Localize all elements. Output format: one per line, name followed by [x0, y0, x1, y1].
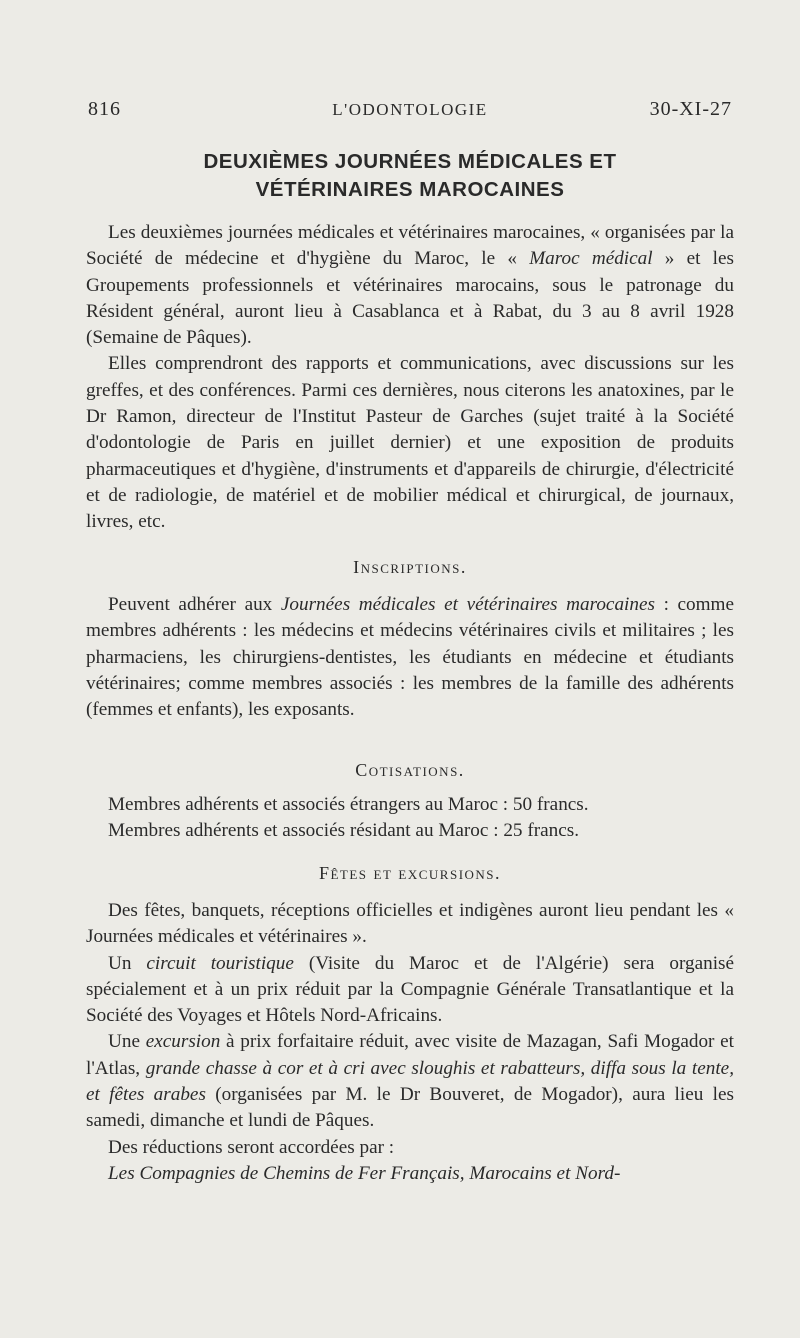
journal-title: L'ODONTOLOGIE — [332, 100, 488, 119]
fetes-paragraph-3: Une excursion à prix forfaitaire réduit, avec visite de Mazagan, Safi Mogador et l'Atlas, grande chasse à cor et à cri avec sloughis et rabatteurs, diffa sous la tente, et fêtes arabes (organisées par M. le Dr Bouveret, de Mogador), aura lieu les samedi, dimanche et lundi de Pâques. — [86, 1031, 735, 1132]
heading-fetes: Fêtes et excursions. — [318, 863, 502, 883]
fetes-paragraph-1: Des fêtes, banquets, réceptions officielles et indigènes auront lieu pendant les « Journées médicales et vétérinaires ». — [86, 900, 734, 948]
article-title — [110, 148, 710, 204]
page-number: 816 — [88, 98, 121, 120]
heading-cotisations: Cotisations. — [355, 760, 465, 780]
title-line-1: DEUXIÈMES JOURNÉES MÉDICALES ET — [203, 150, 617, 173]
cotisations-list — [86, 792, 734, 845]
running-header — [88, 98, 732, 128]
cotisation-foreign: Membres adhérents et associés étrangers au Maroc : 50 francs. — [108, 794, 589, 815]
heading-inscriptions: Inscriptions. — [353, 557, 467, 577]
cotisation-resident: Membres adhérents et associés résidant au Maroc : 25 francs. — [108, 820, 579, 842]
fetes-section — [86, 898, 734, 1187]
inscriptions-paragraph: Peuvent adhérer aux Journées médicales et vétérinaires marocaines : comme membres adhérents : les médecins et médecins vétérinaires civils et militaires ; les pharmaciens, les chirurgiens-dentistes, les étudiants en médecine et étudiants vétérinaires; comme membres associés : les membres de la famille des adhérents (femmes et enfants), les exposants. — [86, 594, 734, 721]
fetes-paragraph-5: Les Compagnies de Chemins de Fer Français, Marocains et Nord- — [108, 1162, 621, 1184]
inscriptions-section — [86, 592, 734, 723]
intro-section — [86, 220, 734, 536]
intro-paragraph-2: Elles comprendront des rapports et communications, avec discussions sur les greffes, et des conférences. Parmi ces dernières, nous citerons les anatoxines, par le Dr Ramon, directeur de l'Institut Pasteur de Garches (sujet traité à la Société d'odontologie de Paris en juillet dernier) et une exposition de produits pharmaceutiques et d'hygiène, d'instruments et d'appareils de chirurgie, d'électricité et de radiologie, de matériel et de mobilier médical et chirurgical, de journaux, livres, etc. — [86, 353, 734, 533]
intro-paragraph-1: Les deuxièmes journées médicales et vétérinaires marocaines, « organisées par la Société de médecine et d'hygiène du Maroc, le « Maroc médical » et les Groupements professionnels et vétérinaires marocains, sous le patronage du Résident général, auront lieu à Casablanca et à Rabat, du 3 au 8 avril 1928 (Semaine de Pâques). — [86, 222, 734, 349]
fetes-paragraph-2: Un circuit touristique (Visite du Maroc et de l'Algérie) sera organisé spécialement et à un prix réduit par la Compagnie Générale Transatlantique et la Société des Voyages et Hôtels Nord-Africains. — [86, 952, 735, 1027]
title-line-2: VÉTÉRINAIRES MAROCAINES — [255, 178, 565, 201]
fetes-paragraph-4: Des réductions seront accordées par : — [108, 1136, 395, 1158]
issue-date: 30-XI-27 — [649, 98, 732, 120]
